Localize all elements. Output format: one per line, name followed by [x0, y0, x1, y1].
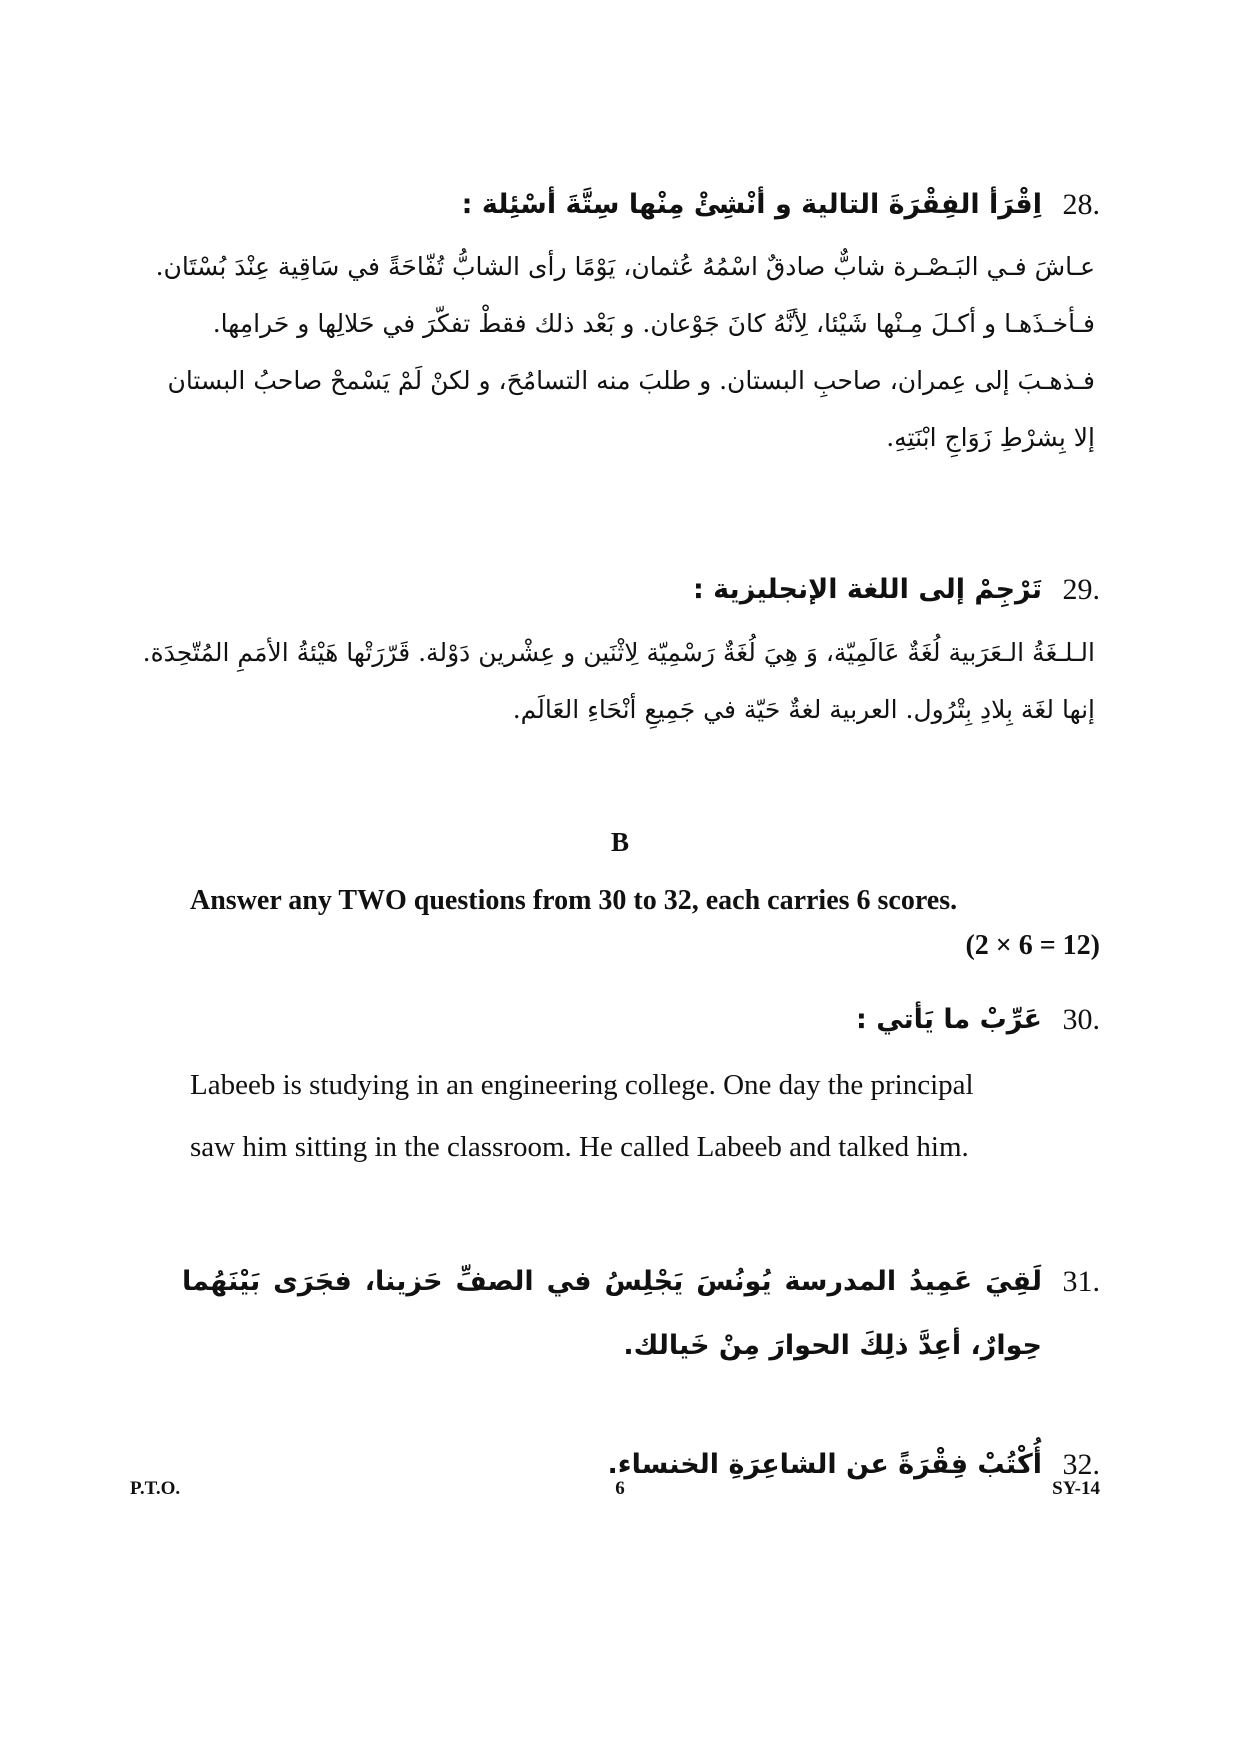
question-29-number: 29.: [1062, 573, 1100, 606]
footer-paper-code: SY-14: [1052, 1478, 1100, 1499]
paragraph-line: إنها لغَة بِلادِ بِتْرُول. العربية لغةٌ حَيّة في جَمِيعِ أنْحَاءِ العَالَم.: [512, 695, 1095, 724]
question-30-title: عَرِّبْ ما يَأتي :: [856, 1004, 1042, 1035]
question-29-header: [190, 560, 1100, 620]
question-30-passage: [190, 1054, 1045, 1178]
question-30: [190, 990, 1100, 1050]
question-28-number: 28.: [1062, 188, 1100, 221]
footer-pto: P.T.O.: [130, 1478, 181, 1499]
question-30-number: 30.: [1062, 1003, 1100, 1036]
question-29-paragraph: [142, 624, 1095, 738]
question-31-title: لَقِيَ عَمِيدُ المدرسة يُونُسَ يَجْلِسُ في الصفِّ حَزينا، فجَرَى بَيْنَهُما حِوارٌ، أعِدَّ ذلِكَ الحوارَ مِنْ خَيالك.: [182, 1266, 1042, 1361]
footer-page-number: 6: [615, 1478, 625, 1499]
section-b-instruction: Answer any TWO questions from 30 to 32, each carries 6 scores.: [190, 885, 958, 916]
question-32-title: أُكْتُبْ فِقْرَةً عن الشاعِرَةِ الخنساء.: [607, 1449, 1042, 1480]
passage-line: Labeeb is studying in an engineering college. One day the principal: [190, 1069, 974, 1101]
question-31: [182, 1250, 1100, 1390]
question-29: [142, 560, 1100, 738]
question-32-number: 32.: [1062, 1448, 1100, 1481]
paragraph-line: الـلـغَةُ الـعَرَبية لُغَةٌ عَالَمِيّة، وَ هِيَ لُغَةٌ رَسْمِيّة لِاثْنَين و عِشْرين دَوْلة. قَرّرَتْها هَيْئةُ الأمَمِ المُتّحِدَة.: [142, 638, 1095, 667]
paragraph-line: إلا بِشرْطِ زَوَاجِ ابْنَتِهِ.: [886, 423, 1095, 452]
question-28-header: [190, 175, 1100, 235]
section-b-label: B: [610, 827, 629, 857]
paragraph-line: فـأخـذَهـا و أكـلَ مِـنْها شَيْئا، لِأنَّهُ كانَ جَوْعان. و بَعْد ذلك فقطْ تفكّرَ في حَلالِها و حَرامِها.: [212, 309, 1095, 338]
question-28-paragraph: [155, 238, 1095, 466]
paragraph-line: فـذهـبَ إلى عِمران، صاحبِ البستان. و طلبَ منه التسامُحَ، و لكنْ لَمْ يَسْمحْ صاحبُ البستان: [167, 366, 1095, 395]
paragraph-line: عـاشَ فـي البَـصْـرة شابٌّ صادقٌ اسْمُهُ عُثمان، يَوْمًا رأى الشابُّ تُفّاحَةً في سَاقِية عِنْدَ بُسْتَان.: [155, 252, 1095, 281]
question-28-title: اِقْرَأ الفِقْرَةَ التالية و أنْشِئْ مِنْها سِتَّةَ أسْئِلة :: [461, 189, 1042, 220]
passage-line: saw him sitting in the classroom. He called Labeeb and talked him.: [190, 1131, 969, 1163]
section-b-scores: (2 × 6 = 12): [965, 930, 1100, 961]
question-31-number: 31.: [1062, 1265, 1100, 1298]
question-29-title: تَرْجِمْ إلى اللغة الإنجليزية :: [692, 574, 1042, 605]
question-28: [155, 175, 1100, 466]
question-30-header: [190, 990, 1100, 1050]
